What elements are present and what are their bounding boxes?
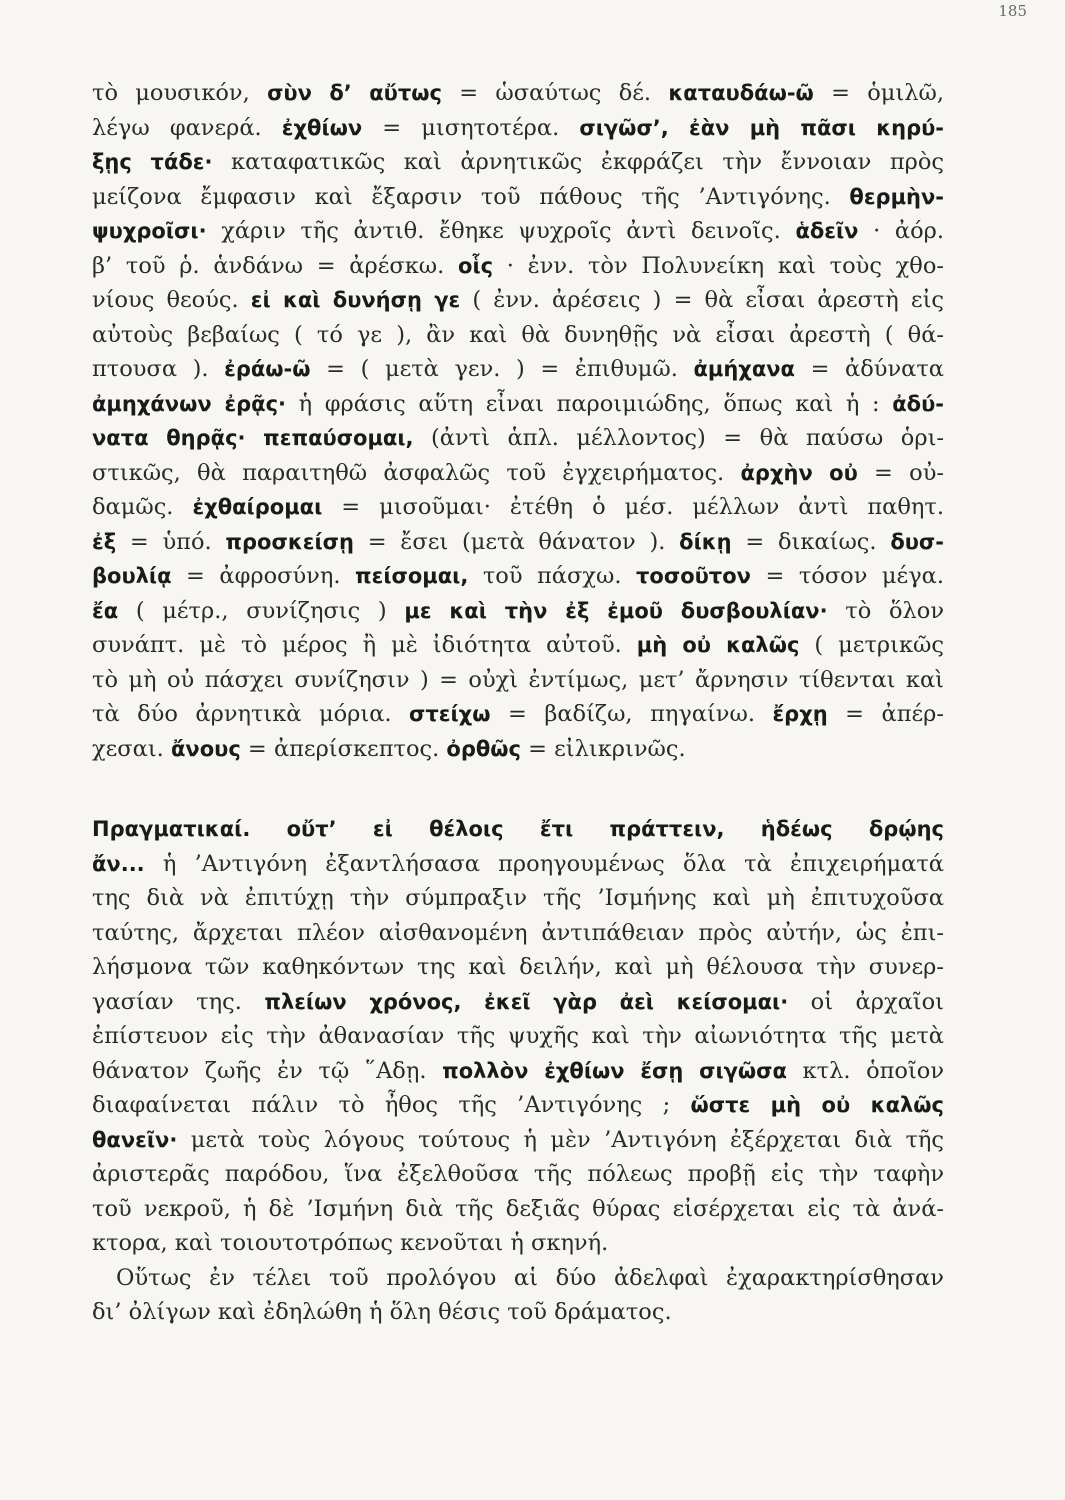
- text-line: [92, 1226, 944, 1261]
- lemma: βουλίᾳ: [92, 564, 172, 588]
- text-line: [92, 812, 944, 847]
- lemma: ξῃς τάδε·: [92, 150, 213, 174]
- lemma: ἔρχῃ: [772, 702, 828, 726]
- page-number: 185: [998, 2, 1027, 20]
- gloss: δι’ ὀλίγων καὶ ἐδηλώθη ἡ ὅλη θέσις τοῦ δράματος.: [92, 1299, 672, 1325]
- text-line: [92, 490, 944, 525]
- text-line: [92, 145, 944, 180]
- commentary-notes: [92, 76, 944, 766]
- lemma: ἄνους: [170, 736, 241, 761]
- text-line: [92, 283, 944, 318]
- gloss: τὸ μουσικόν,: [92, 80, 268, 106]
- gloss: γασίαν της.: [92, 988, 265, 1015]
- gloss: = ἀδύνατα: [795, 356, 944, 382]
- text-line: [92, 881, 944, 916]
- text-line: [92, 594, 944, 629]
- text-line: [92, 76, 944, 111]
- text-line: [92, 1295, 944, 1330]
- commentary-paragraph: [92, 812, 944, 1330]
- gloss: = ὁμιλῶ,: [813, 80, 944, 106]
- lemma: μὴ οὐ καλῶς: [636, 633, 800, 657]
- gloss: τὸ μὴ οὐ πάσχει συνίζησιν ) = οὐχὶ ἐντίμως, μετ’ ἄρνησιν τίθενται καὶ: [92, 666, 944, 693]
- gloss: = ἀπερίσκεπτος.: [240, 735, 447, 762]
- lemma: ἀδύ-: [892, 391, 944, 416]
- lemma: στείχω: [409, 702, 491, 726]
- gloss: ( μέτρ., συνίζησις ): [118, 597, 405, 624]
- lemma: με καὶ τὴν ἐξ ἐμοῦ δυσβουλίαν·: [404, 598, 828, 623]
- gloss: θάνατον ζωῆς ἐν τῷ ῞Αδῃ.: [92, 1057, 443, 1084]
- lemma: ὀρθῶς: [446, 736, 521, 761]
- text-line: [92, 950, 944, 985]
- lemma: ἀρχὴν οὐ: [740, 460, 858, 485]
- lemma: ἁδεῖν: [795, 219, 859, 243]
- gloss: της διὰ νὰ ἐπιτύχῃ τὴν σύμπραξιν τῆς ’Ισμήνης καὶ μὴ ἐπιτυχοῦσα: [92, 885, 944, 911]
- lemma: ἄν...: [92, 851, 145, 876]
- text-line: [92, 214, 944, 249]
- gloss: τὰ δύο ἀρνητικὰ μόρια.: [92, 701, 410, 727]
- lemma: καταυδάω-ῶ: [668, 81, 814, 105]
- gloss: = ὑπό.: [116, 528, 226, 555]
- lemma: πλείων χρόνος, ἐκεῖ γὰρ ἀεὶ κείσομαι·: [264, 989, 789, 1014]
- gloss: = εἰλικρινῶς.: [520, 735, 686, 762]
- gloss: = μισοῦμαι· ἐτέθη ὁ μέσ. μέλλων ἀντὶ παθητ.: [322, 494, 944, 520]
- gloss: λέγω φανερά.: [92, 114, 282, 141]
- text-line: [92, 847, 944, 882]
- gloss: ( μετρικῶς: [799, 632, 944, 658]
- gloss: (ἀντὶ ἁπλ. μέλλοντος) = θὰ παύσω ὁρι-: [413, 425, 944, 451]
- gloss: τοῦ νεκροῦ, ἡ δὲ ’Ισμήνη διὰ τῆς δεξιᾶς θύρας εἰσέρχεται εἰς τὰ ἀνά-: [92, 1195, 944, 1222]
- gloss: = ὡσαύτως δέ.: [441, 80, 669, 106]
- gloss: · ἐνν. τὸν Πολυνείκη καὶ τοὺς χθο-: [493, 252, 944, 279]
- text-line: [92, 1157, 944, 1192]
- text-line: [92, 318, 944, 353]
- text-line: [92, 628, 944, 663]
- text-line: [92, 1192, 944, 1227]
- text-line: [92, 1054, 944, 1089]
- lemma: ψυχροῖσι·: [92, 219, 207, 243]
- text-line: [92, 1019, 944, 1054]
- text-line: [92, 663, 944, 698]
- gloss: = μισητοτέρα.: [362, 114, 580, 141]
- gloss: μετὰ τοὺς λόγους τούτους ἡ μὲν ’Αντιγόνη ἐξέρχεται διὰ τῆς: [177, 1126, 944, 1153]
- text-line: [92, 985, 944, 1020]
- gloss: καταφατικῶς καὶ ἀρνητικῶς ἐκφράζει τὴν ἔννοιαν πρὸς: [212, 149, 944, 175]
- gloss: · ἀόρ.: [858, 218, 944, 244]
- gloss: = βαδίζω, πηγαίνω.: [490, 701, 773, 727]
- gloss: συνάπτ. μὲ τὸ μέρος ἢ μὲ ἰδιότητα αὐτοῦ.: [92, 632, 637, 658]
- lemma: δίκῃ: [679, 529, 732, 554]
- text-line: [92, 180, 944, 215]
- gloss: τοῦ πάσχω.: [468, 563, 637, 589]
- text-line: [92, 525, 944, 560]
- lemma: ὥστε μὴ οὐ καλῶς: [690, 1093, 944, 1117]
- gloss: = ἔσει (μετὰ θάνατον ).: [353, 528, 680, 555]
- gloss: ἐπίστευον εἰς τὴν ἀθανασίαν τῆς ψυχῆς καὶ τὴν αἰωνιότητα τῆς μετὰ: [92, 1023, 944, 1049]
- text-line: [92, 1123, 944, 1158]
- lemma: τοσοῦτον: [636, 564, 751, 588]
- gloss: ἀριστερᾶς παρόδου, ἵνα ἐξελθοῦσα τῆς πόλεως προβῇ εἰς τὴν ταφὴν: [92, 1161, 944, 1187]
- lemma: πολλὸν ἐχθίων ἔσῃ σιγῶσα: [442, 1058, 787, 1083]
- lemma: οἷς: [458, 253, 494, 278]
- gloss: χεσαι.: [92, 735, 171, 762]
- gloss: β’ τοῦ ῥ. ἁνδάνω = ἀρέσκω.: [92, 252, 459, 279]
- gloss: μείζονα ἔμφασιν καὶ ἔξαρσιν τοῦ πάθους τῆς ’Αντιγόνης.: [92, 183, 850, 210]
- text-line: [92, 456, 944, 491]
- lemma: θερμὴν-: [849, 184, 944, 209]
- text-line: [92, 1088, 944, 1123]
- gloss: ταύτης, ἄρχεται πλέον αἰσθανομένη ἀντιπάθειαν πρὸς αὐτήν, ὡς ἐπι-: [92, 919, 944, 946]
- lemma: ἔα: [92, 598, 119, 623]
- lemma: ἀμήχανα: [693, 357, 795, 381]
- lemma: σὺν δ’ αὔτως: [267, 81, 442, 105]
- gloss: λήσμονα τῶν καθηκόντων της καὶ δειλήν, καὶ μὴ θέλουσα τὴν συνερ-: [92, 954, 944, 980]
- lemma: ἐράω-ῶ: [224, 357, 311, 381]
- gloss: κτλ. ὁποῖον: [786, 1057, 944, 1084]
- gloss: = ( μετὰ γεν. ) = ἐπιθυμῶ.: [310, 356, 694, 382]
- gloss: δαμῶς.: [92, 494, 193, 520]
- gloss: κτορα, καὶ τοιουτοτρόπως κενοῦται ἡ σκηνή.: [92, 1230, 609, 1256]
- lemma: ἀμηχάνων ἐρᾷς·: [92, 391, 287, 416]
- lemma: δυσ-: [890, 529, 944, 554]
- gloss: στικῶς, θὰ παραιτηθῶ ἀσφαλῶς τοῦ ἐγχειρήματος.: [92, 459, 741, 486]
- gloss: ἡ φράσις αὕτη εἶναι παροιμιώδης, ὅπως καὶ ἡ :: [286, 390, 893, 417]
- gloss: = ἀφροσύνη.: [171, 563, 356, 589]
- gloss: οἱ ἀρχαῖοι: [788, 988, 944, 1015]
- gloss: = οὐ-: [857, 459, 944, 486]
- gloss: νίους θεούς.: [92, 287, 251, 313]
- text-line: [92, 916, 944, 951]
- gloss: = δικαίως.: [731, 528, 891, 555]
- lemma: θανεῖν·: [92, 1127, 178, 1152]
- lemma: Πραγματικαί. οὔτ’ εἰ θέλοις ἔτι πράττειν, ἡδέως δρῴης: [92, 817, 944, 841]
- lemma: προσκείσῃ: [225, 529, 354, 554]
- text-line: [92, 249, 944, 284]
- text-line: [92, 352, 944, 387]
- gloss: Οὕτως ἐν τέλει τοῦ προλόγου αἱ δύο ἀδελφαὶ ἐχαρακτηρίσθησαν: [116, 1264, 944, 1291]
- text-line: [92, 732, 944, 767]
- gloss: ( ἐνν. ἀρέσεις ) = θὰ εἶσαι ἀρεστὴ εἰς: [460, 287, 944, 313]
- lemma: νατα θηρᾷς· πεπαύσομαι,: [92, 426, 414, 450]
- lemma: ἐχθαίρομαι: [192, 495, 323, 519]
- gloss: τὸ ὅλον: [827, 597, 944, 624]
- text-line: [92, 559, 944, 594]
- gloss: = ἀπέρ-: [827, 701, 944, 727]
- text-line: [92, 111, 944, 146]
- text-line: [92, 1261, 944, 1296]
- lemma: σιγῶσ’, ἐὰν μὴ πᾶσι κηρύ-: [579, 115, 944, 140]
- text-line: [92, 421, 944, 456]
- gloss: πτουσα ).: [92, 356, 225, 382]
- gloss: χάριν τῆς ἀντιθ. ἔθηκε ψυχροῖς ἀντὶ δεινοῖς.: [206, 218, 796, 244]
- lemma: ἐχθίων: [281, 115, 363, 140]
- gloss: αὐτοὺς βεβαίως ( τό γε ), ἂν καὶ θὰ δυνηθῇς νὰ εἶσαι ἀρεστὴ ( θά-: [92, 321, 944, 348]
- text-line: [92, 697, 944, 732]
- gloss: διαφαίνεται πάλιν τὸ ἦθος τῆς ’Αντιγόνης ;: [92, 1092, 691, 1118]
- gloss: ἡ ’Αντιγόνη ἐξαντλήσασα προηγουμένως ὅλα τὰ ἐπιχειρήματά: [144, 850, 944, 877]
- text-line: [92, 387, 944, 422]
- lemma: πείσομαι,: [355, 564, 469, 588]
- lemma: ἐξ: [92, 529, 117, 554]
- gloss: = τόσον μέγα.: [750, 563, 944, 589]
- lemma: εἰ καὶ δυνήσῃ γε: [250, 288, 461, 312]
